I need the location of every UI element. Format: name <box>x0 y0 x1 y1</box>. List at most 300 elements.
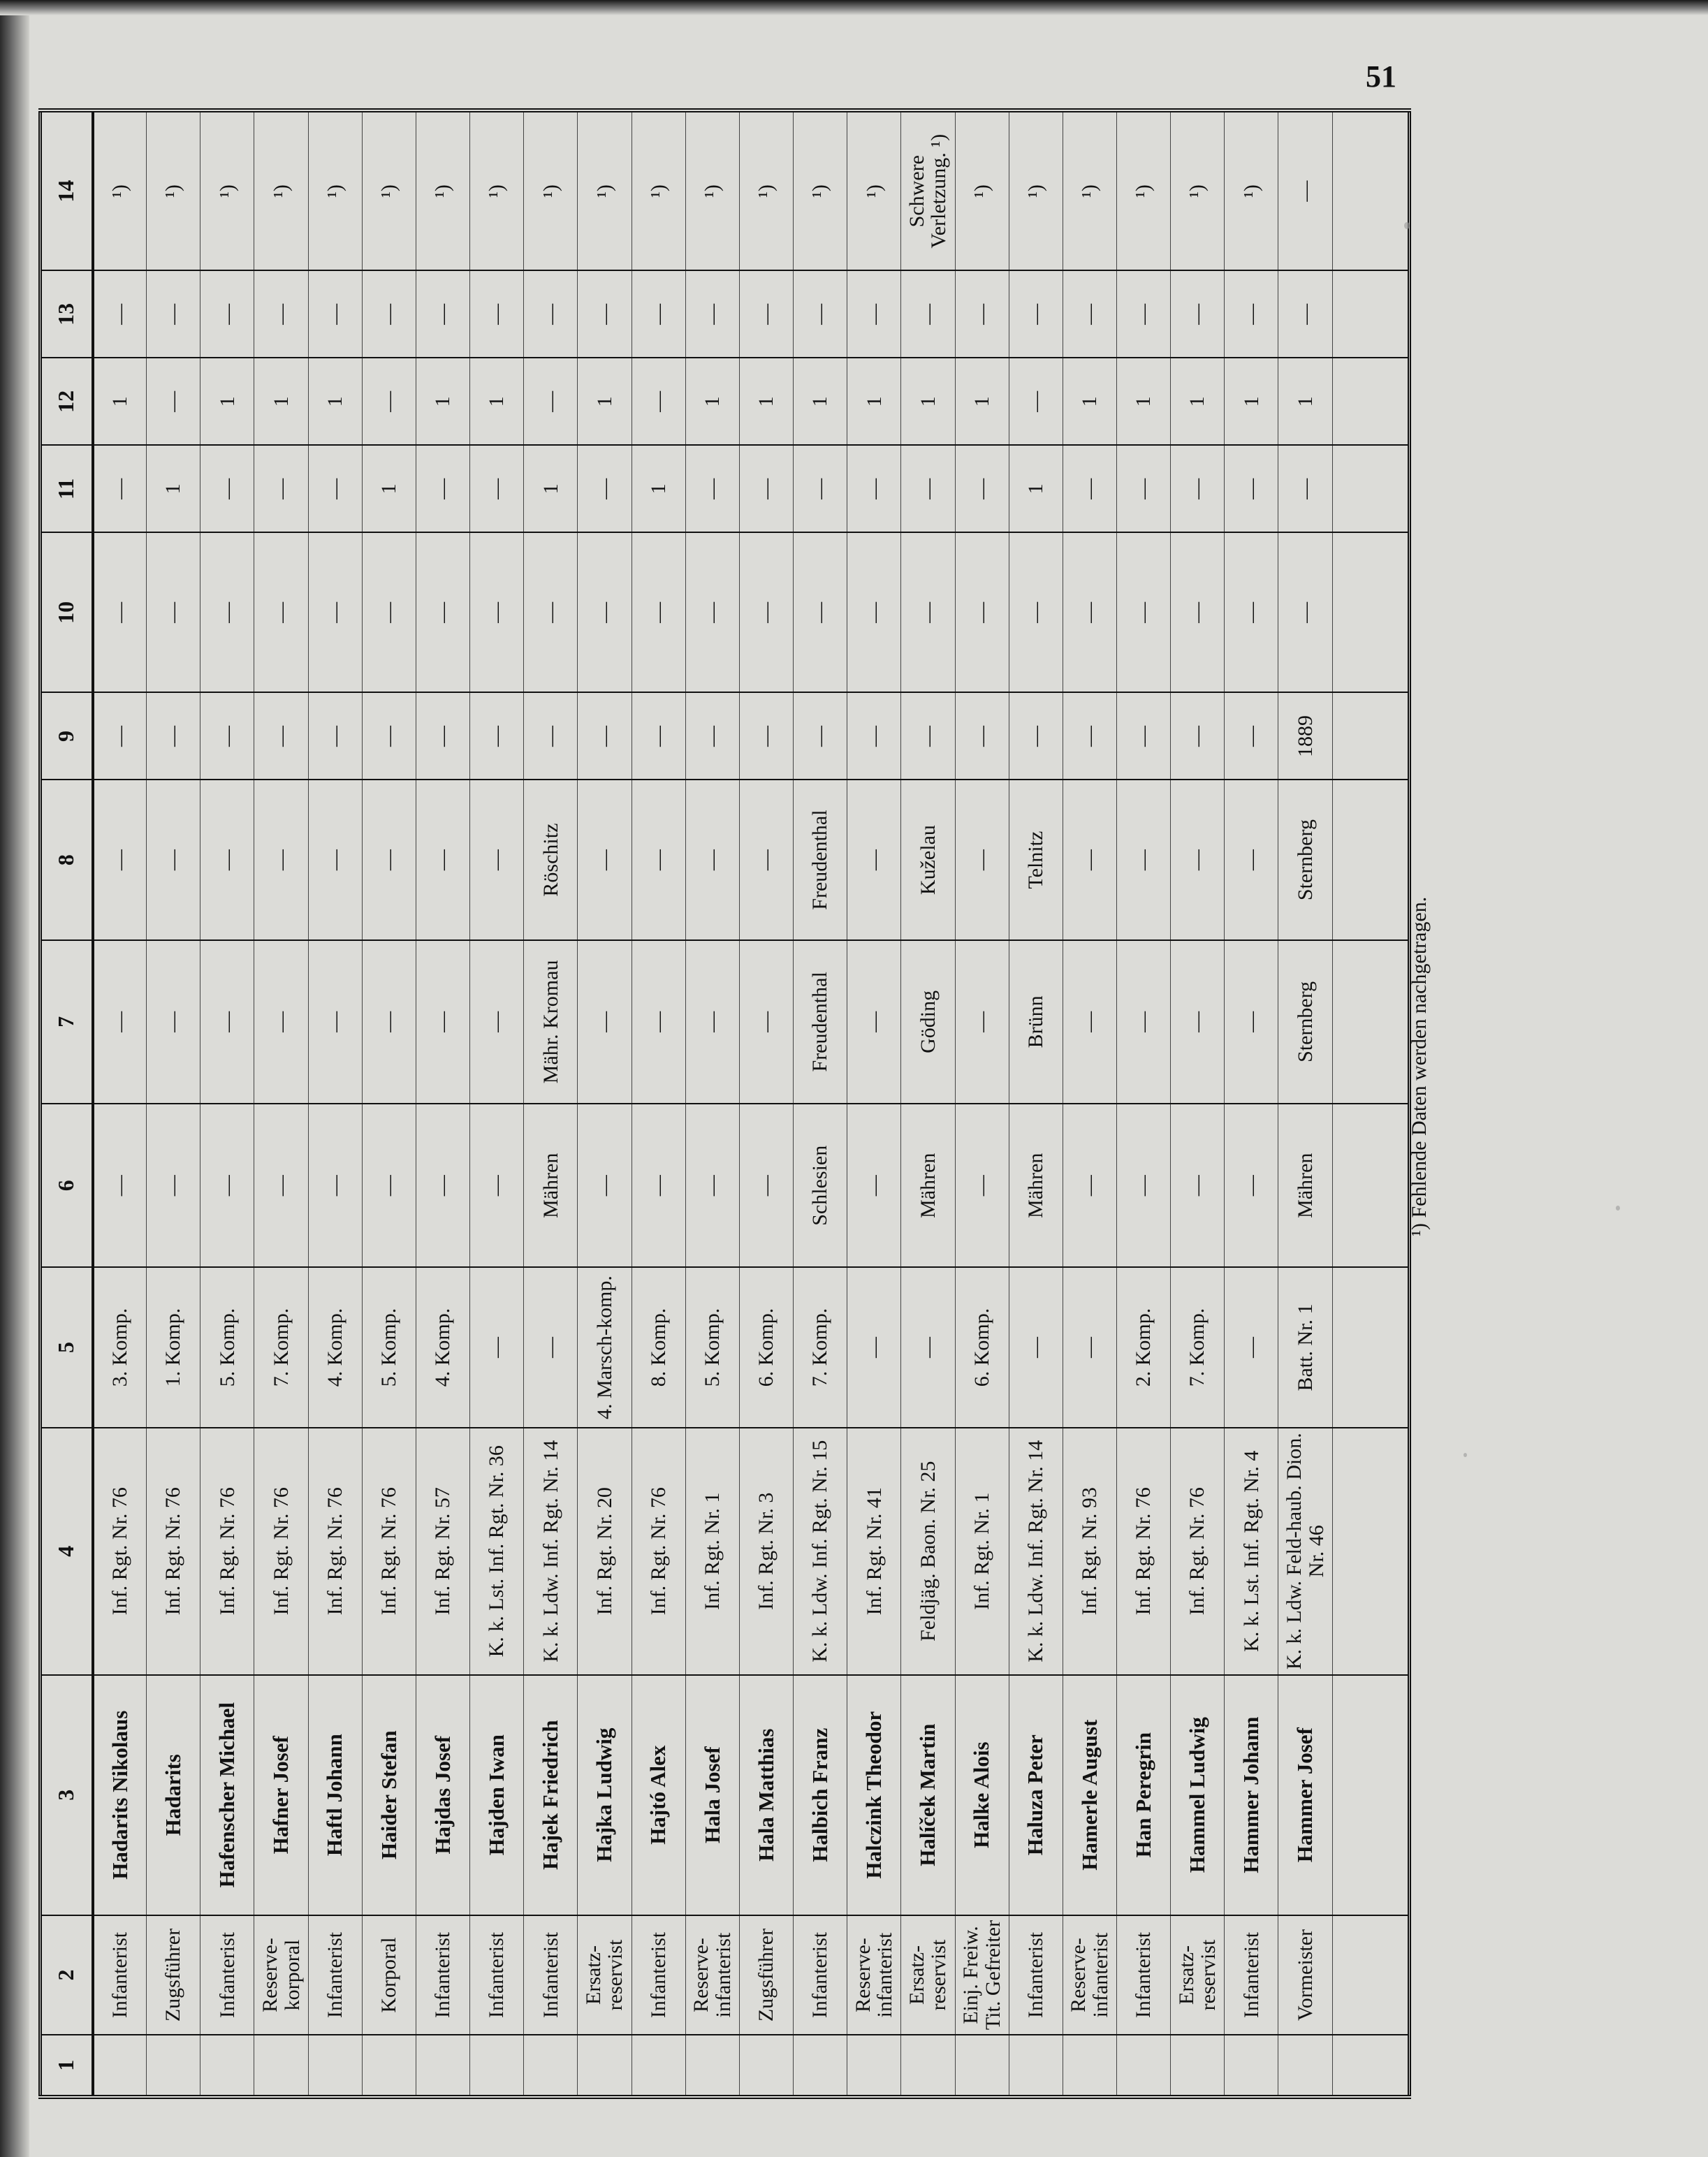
cell-col-1 <box>578 2035 632 2097</box>
table-row <box>93 110 147 2097</box>
cell-col-11: — <box>1225 445 1278 532</box>
cell-col-10: — <box>362 532 416 692</box>
column-header-4: 4 <box>41 1428 93 1675</box>
cell-col-9: — <box>632 693 685 780</box>
cell-col-6: — <box>362 1104 416 1267</box>
cell-col-4: Inf. Rgt. Nr. 41 <box>847 1428 901 1675</box>
cell-col-12: 1 <box>685 358 739 445</box>
cell-col-8: — <box>1171 780 1225 940</box>
cell-col-9: — <box>308 693 362 780</box>
cell-col-10: — <box>470 532 524 692</box>
cell-col-9: — <box>955 693 1009 780</box>
cell-col-6: — <box>632 1104 685 1267</box>
cell-col-13: — <box>685 270 739 358</box>
cell-col-5: 4. Marsch-komp. <box>578 1267 632 1427</box>
column-header-11: 11 <box>41 445 93 532</box>
cell-col-9: — <box>794 693 847 780</box>
cell-col-6: — <box>847 1104 901 1267</box>
cell-col-9: — <box>362 693 416 780</box>
cell-col-9: — <box>147 693 200 780</box>
footnote: ¹) Fehlende Daten werden nachgetragen. <box>1408 896 1431 1236</box>
table-row <box>1116 110 1170 2097</box>
cell-col-12: 1 <box>901 358 955 445</box>
cell-col-11: — <box>578 445 632 532</box>
cell-col-10: — <box>955 532 1009 692</box>
cell-col-4: K. k. Ldw. Inf. Rgt. Nr. 14 <box>1009 1428 1063 1675</box>
table-row <box>416 110 469 2097</box>
column-header-12: 12 <box>41 358 93 445</box>
cell-col-1 <box>1063 2035 1116 2097</box>
cell-col-7: — <box>955 940 1009 1104</box>
cell-col-4: K. k. Ldw. Inf. Rgt. Nr. 14 <box>524 1428 578 1675</box>
cell-col-13: — <box>1009 270 1063 358</box>
cell-col-5: 5. Komp. <box>685 1267 739 1427</box>
cell-col-7: — <box>200 940 254 1104</box>
cell-col-13: — <box>1278 270 1332 358</box>
cell-col-13: — <box>739 270 793 358</box>
cell-col-5: 7. Komp. <box>1171 1267 1225 1427</box>
column-header-10: 10 <box>41 532 93 692</box>
cell-col-12: 1 <box>1278 358 1332 445</box>
cell-col-14: ¹) <box>308 110 362 270</box>
empty-cell <box>1332 445 1409 532</box>
cell-col-2: Infanterist <box>1116 1915 1170 2035</box>
cell-col-3: Hammel Ludwig <box>1171 1675 1225 1915</box>
cell-col-3: Halke Alois <box>955 1675 1009 1915</box>
cell-col-8: — <box>1116 780 1170 940</box>
cell-col-11: — <box>416 445 469 532</box>
cell-col-7: — <box>1171 940 1225 1104</box>
cell-col-7: — <box>578 940 632 1104</box>
table-row <box>955 110 1009 2097</box>
column-header-7: 7 <box>41 940 93 1104</box>
cell-col-4: Inf. Rgt. Nr. 3 <box>739 1428 793 1675</box>
cell-col-4: K. k. Lst. Inf. Rgt. Nr. 36 <box>470 1428 524 1675</box>
cell-col-13: — <box>632 270 685 358</box>
cell-col-4: Inf. Rgt. Nr. 76 <box>1171 1428 1225 1675</box>
cell-col-14: ¹) <box>847 110 901 270</box>
cell-col-3: Halbich Franz <box>794 1675 847 1915</box>
cell-col-5: Batt. Nr. 1 <box>1278 1267 1332 1427</box>
cell-col-13: — <box>308 270 362 358</box>
cell-col-5: 7. Komp. <box>794 1267 847 1427</box>
cell-col-14: ¹) <box>632 110 685 270</box>
casualty-table <box>38 108 1411 2099</box>
cell-col-1 <box>362 2035 416 2097</box>
cell-col-4: Inf. Rgt. Nr. 76 <box>200 1428 254 1675</box>
cell-col-8: Sternberg <box>1278 780 1332 940</box>
cell-col-10: — <box>685 532 739 692</box>
empty-row <box>1332 110 1409 2097</box>
cell-col-9: — <box>685 693 739 780</box>
cell-col-2: Ersatz-reservist <box>1171 1915 1225 2035</box>
cell-col-7: — <box>632 940 685 1104</box>
table-row <box>578 110 632 2097</box>
table-row <box>147 110 200 2097</box>
cell-col-14: ¹) <box>1116 110 1170 270</box>
cell-col-12: — <box>524 358 578 445</box>
cell-col-13: — <box>254 270 308 358</box>
cell-col-5: 3. Komp. <box>93 1267 147 1427</box>
cell-col-13: — <box>524 270 578 358</box>
cell-col-3: Hamerle August <box>1063 1675 1116 1915</box>
cell-col-13: — <box>578 270 632 358</box>
cell-col-4: Feldjäg. Baon. Nr. 25 <box>901 1428 955 1675</box>
cell-col-6: — <box>470 1104 524 1267</box>
cell-col-4: Inf. Rgt. Nr. 76 <box>632 1428 685 1675</box>
column-header-6: 6 <box>41 1104 93 1267</box>
cell-col-3: Hala Josef <box>685 1675 739 1915</box>
column-header-8: 8 <box>41 780 93 940</box>
cell-col-5: — <box>470 1267 524 1427</box>
cell-col-6: — <box>254 1104 308 1267</box>
cell-col-2: Vormeister <box>1278 1915 1332 2035</box>
cell-col-10: — <box>578 532 632 692</box>
cell-col-10: — <box>254 532 308 692</box>
cell-col-1 <box>470 2035 524 2097</box>
column-header-13: 13 <box>41 270 93 358</box>
cell-col-9: 1889 <box>1278 693 1332 780</box>
empty-cell <box>1332 358 1409 445</box>
cell-col-7: Brünn <box>1009 940 1063 1104</box>
cell-col-5: 6. Komp. <box>955 1267 1009 1427</box>
cell-col-11: — <box>254 445 308 532</box>
cell-col-6: — <box>93 1104 147 1267</box>
table-row <box>794 110 847 2097</box>
cell-col-6: Mähren <box>1009 1104 1063 1267</box>
cell-col-3: Hadarits Nikolaus <box>93 1675 147 1915</box>
cell-col-9: — <box>254 693 308 780</box>
cell-col-1 <box>1278 2035 1332 2097</box>
cell-col-5: 4. Komp. <box>416 1267 469 1427</box>
cell-col-6: — <box>685 1104 739 1267</box>
cell-col-4: Inf. Rgt. Nr. 20 <box>578 1428 632 1675</box>
cell-col-3: Halíček Martin <box>901 1675 955 1915</box>
cell-col-5: — <box>901 1267 955 1427</box>
cell-col-13: — <box>847 270 901 358</box>
cell-col-13: — <box>362 270 416 358</box>
cell-col-11: — <box>93 445 147 532</box>
cell-col-11: — <box>308 445 362 532</box>
cell-col-10: — <box>93 532 147 692</box>
empty-cell <box>1332 780 1409 940</box>
cell-col-3: Hafenscher Michael <box>200 1675 254 1915</box>
cell-col-4: Inf. Rgt. Nr. 76 <box>254 1428 308 1675</box>
cell-col-2: Infanterist <box>524 1915 578 2035</box>
cell-col-10: — <box>1225 532 1278 692</box>
cell-col-14: ¹) <box>416 110 469 270</box>
cell-col-8: — <box>308 780 362 940</box>
cell-col-8: — <box>632 780 685 940</box>
cell-col-3: Hajdas Josef <box>416 1675 469 1915</box>
cell-col-9: — <box>847 693 901 780</box>
cell-col-11: — <box>470 445 524 532</box>
cell-col-12: 1 <box>578 358 632 445</box>
cell-col-3: Halczink Theodor <box>847 1675 901 1915</box>
cell-col-2: Infanterist <box>93 1915 147 2035</box>
column-header-9: 9 <box>41 693 93 780</box>
cell-col-9: — <box>416 693 469 780</box>
cell-col-5: 4. Komp. <box>308 1267 362 1427</box>
cell-col-8: — <box>578 780 632 940</box>
cell-col-8: — <box>685 780 739 940</box>
cell-col-11: — <box>1171 445 1225 532</box>
cell-col-8: — <box>254 780 308 940</box>
cell-col-3: Hajek Friedrich <box>524 1675 578 1915</box>
cell-col-12: 1 <box>955 358 1009 445</box>
cell-col-5: 1. Komp. <box>147 1267 200 1427</box>
cell-col-14: ¹) <box>794 110 847 270</box>
cell-col-7: Freudenthal <box>794 940 847 1104</box>
cell-col-9: — <box>578 693 632 780</box>
empty-cell <box>1332 532 1409 692</box>
empty-cell <box>1332 110 1409 270</box>
cell-col-2: Infanterist <box>794 1915 847 2035</box>
cell-col-5: 6. Komp. <box>739 1267 793 1427</box>
cell-col-14: ¹) <box>362 110 416 270</box>
table-row <box>200 110 254 2097</box>
cell-col-8: — <box>470 780 524 940</box>
cell-col-11: 1 <box>362 445 416 532</box>
cell-col-6: — <box>1063 1104 1116 1267</box>
cell-col-4: Inf. Rgt. Nr. 76 <box>93 1428 147 1675</box>
rotated-table-wrapper <box>38 108 1411 2099</box>
cell-col-12: 1 <box>254 358 308 445</box>
table-row <box>1009 110 1063 2097</box>
cell-col-1 <box>1009 2035 1063 2097</box>
cell-col-12: 1 <box>847 358 901 445</box>
table-row <box>901 110 955 2097</box>
cell-col-4: Inf. Rgt. Nr. 1 <box>955 1428 1009 1675</box>
empty-cell <box>1332 2035 1409 2097</box>
cell-col-2: Einj. Freiw. Tit. Gefreiter <box>955 1915 1009 2035</box>
cell-col-8: Röschitz <box>524 780 578 940</box>
cell-col-1 <box>847 2035 901 2097</box>
cell-col-4: Inf. Rgt. Nr. 1 <box>685 1428 739 1675</box>
column-header-3: 3 <box>41 1675 93 1915</box>
cell-col-6: Schlesien <box>794 1104 847 1267</box>
cell-col-10: — <box>308 532 362 692</box>
table-row <box>1171 110 1225 2097</box>
cell-col-3: Hammer Josef <box>1278 1675 1332 1915</box>
table-body <box>93 110 1410 2097</box>
cell-col-12: — <box>147 358 200 445</box>
cell-col-7: — <box>1063 940 1116 1104</box>
cell-col-10: — <box>416 532 469 692</box>
table-row <box>847 110 901 2097</box>
cell-col-1 <box>416 2035 469 2097</box>
cell-col-11: — <box>200 445 254 532</box>
cell-col-13: — <box>200 270 254 358</box>
cell-col-2: Reserve-korporal <box>254 1915 308 2035</box>
cell-col-3: Hajka Ludwig <box>578 1675 632 1915</box>
table-row <box>1063 110 1116 2097</box>
column-header-2: 2 <box>41 1915 93 2035</box>
header-row <box>41 110 93 2097</box>
cell-col-7: Mähr. Kromau <box>524 940 578 1104</box>
cell-col-3: Haftl Johann <box>308 1675 362 1915</box>
cell-col-13: — <box>1225 270 1278 358</box>
cell-col-2: Zugsführer <box>739 1915 793 2035</box>
cell-col-14: ¹) <box>147 110 200 270</box>
cell-col-8: — <box>1063 780 1116 940</box>
cell-col-3: Hadarits <box>147 1675 200 1915</box>
column-header-5: 5 <box>41 1267 93 1427</box>
cell-col-3: Hala Matthias <box>739 1675 793 1915</box>
cell-col-11: — <box>955 445 1009 532</box>
cell-col-2: Reserve-infanterist <box>685 1915 739 2035</box>
cell-col-13: — <box>1063 270 1116 358</box>
cell-col-13: — <box>147 270 200 358</box>
cell-col-7: — <box>1225 940 1278 1104</box>
cell-col-11: — <box>901 445 955 532</box>
cell-col-2: Infanterist <box>1009 1915 1063 2035</box>
cell-col-5: — <box>524 1267 578 1427</box>
cell-col-10: — <box>1278 532 1332 692</box>
cell-col-12: 1 <box>200 358 254 445</box>
cell-col-12: 1 <box>470 358 524 445</box>
cell-col-7: — <box>685 940 739 1104</box>
cell-col-10: — <box>1116 532 1170 692</box>
cell-col-6: — <box>416 1104 469 1267</box>
cell-col-2: Infanterist <box>308 1915 362 2035</box>
cell-col-8: — <box>847 780 901 940</box>
cell-col-1 <box>955 2035 1009 2097</box>
cell-col-1 <box>1225 2035 1278 2097</box>
table-row <box>632 110 685 2097</box>
column-header-1: 1 <box>41 2035 93 2097</box>
cell-col-10: — <box>901 532 955 692</box>
cell-col-14: ¹) <box>955 110 1009 270</box>
cell-col-12: 1 <box>93 358 147 445</box>
cell-col-3: Haluza Peter <box>1009 1675 1063 1915</box>
cell-col-1 <box>200 2035 254 2097</box>
cell-col-11: — <box>739 445 793 532</box>
cell-col-4: Inf. Rgt. Nr. 57 <box>416 1428 469 1675</box>
cell-col-6: — <box>955 1104 1009 1267</box>
cell-col-6: — <box>200 1104 254 1267</box>
cell-col-6: — <box>1116 1104 1170 1267</box>
cell-col-8: — <box>362 780 416 940</box>
cell-col-9: — <box>93 693 147 780</box>
cell-col-10: — <box>147 532 200 692</box>
cell-col-11: — <box>794 445 847 532</box>
cell-col-10: — <box>200 532 254 692</box>
cell-col-7: Göding <box>901 940 955 1104</box>
cell-col-4: K. k. Ldw. Feld-haub. Dion. Nr. 46 <box>1278 1428 1332 1675</box>
cell-col-14: ¹) <box>1171 110 1225 270</box>
cell-col-1 <box>794 2035 847 2097</box>
speck <box>1404 222 1410 229</box>
cell-col-14: ¹) <box>254 110 308 270</box>
cell-col-13: — <box>416 270 469 358</box>
cell-col-3: Hajden Iwan <box>470 1675 524 1915</box>
empty-cell <box>1332 940 1409 1104</box>
cell-col-14: — <box>1278 110 1332 270</box>
cell-col-3: Hafner Josef <box>254 1675 308 1915</box>
cell-col-2: Ersatz-reservist <box>901 1915 955 2035</box>
cell-col-2: Infanterist <box>1225 1915 1278 2035</box>
cell-col-11: 1 <box>1009 445 1063 532</box>
cell-col-1 <box>254 2035 308 2097</box>
cell-col-1 <box>1116 2035 1170 2097</box>
cell-col-4: K. k. Lst. Inf. Rgt. Nr. 4 <box>1225 1428 1278 1675</box>
cell-col-11: 1 <box>632 445 685 532</box>
cell-col-3: Hammer Johann <box>1225 1675 1278 1915</box>
cell-col-13: — <box>901 270 955 358</box>
cell-col-10: — <box>524 532 578 692</box>
column-header-14: 14 <box>41 110 93 270</box>
cell-col-9: — <box>524 693 578 780</box>
cell-col-8: — <box>416 780 469 940</box>
cell-col-13: — <box>1171 270 1225 358</box>
cell-col-14: ¹) <box>1063 110 1116 270</box>
cell-col-8: — <box>1225 780 1278 940</box>
cell-col-10: — <box>1063 532 1116 692</box>
cell-col-5: — <box>1063 1267 1116 1427</box>
cell-col-7: — <box>739 940 793 1104</box>
cell-col-9: — <box>1063 693 1116 780</box>
cell-col-12: 1 <box>416 358 469 445</box>
cell-col-5: 5. Komp. <box>362 1267 416 1427</box>
cell-col-5: 8. Komp. <box>632 1267 685 1427</box>
cell-col-10: — <box>739 532 793 692</box>
cell-col-2: Infanterist <box>632 1915 685 2035</box>
cell-col-14: ¹) <box>93 110 147 270</box>
cell-col-4: Inf. Rgt. Nr. 76 <box>362 1428 416 1675</box>
cell-col-11: — <box>1116 445 1170 532</box>
cell-col-7: — <box>147 940 200 1104</box>
cell-col-7: — <box>254 940 308 1104</box>
cell-col-6: Mähren <box>1278 1104 1332 1267</box>
cell-col-14: ¹) <box>578 110 632 270</box>
cell-col-9: — <box>1225 693 1278 780</box>
cell-col-11: 1 <box>147 445 200 532</box>
cell-col-5: 7. Komp. <box>254 1267 308 1427</box>
cell-col-14: ¹) <box>524 110 578 270</box>
cell-col-5: — <box>1009 1267 1063 1427</box>
cell-col-13: — <box>93 270 147 358</box>
cell-col-12: 1 <box>1063 358 1116 445</box>
cell-col-8: — <box>739 780 793 940</box>
table-row <box>524 110 578 2097</box>
table-row <box>362 110 416 2097</box>
cell-col-8: — <box>955 780 1009 940</box>
cell-col-4: Inf. Rgt. Nr. 76 <box>1116 1428 1170 1675</box>
cell-col-12: 1 <box>1225 358 1278 445</box>
cell-col-12: — <box>632 358 685 445</box>
cell-col-14: ¹) <box>1225 110 1278 270</box>
cell-col-11: — <box>1063 445 1116 532</box>
cell-col-10: — <box>794 532 847 692</box>
cell-col-12: 1 <box>1116 358 1170 445</box>
empty-cell <box>1332 270 1409 358</box>
cell-col-2: Infanterist <box>200 1915 254 2035</box>
cell-col-7: Sternberg <box>1278 940 1332 1104</box>
cell-col-12: 1 <box>739 358 793 445</box>
cell-col-12: 1 <box>794 358 847 445</box>
cell-col-8: — <box>200 780 254 940</box>
cell-col-13: — <box>470 270 524 358</box>
cell-col-1 <box>524 2035 578 2097</box>
cell-col-11: — <box>685 445 739 532</box>
cell-col-12: 1 <box>308 358 362 445</box>
empty-cell <box>1332 1675 1409 1915</box>
cell-col-10: — <box>1009 532 1063 692</box>
cell-col-7: — <box>93 940 147 1104</box>
empty-cell <box>1332 1104 1409 1267</box>
cell-col-9: — <box>901 693 955 780</box>
